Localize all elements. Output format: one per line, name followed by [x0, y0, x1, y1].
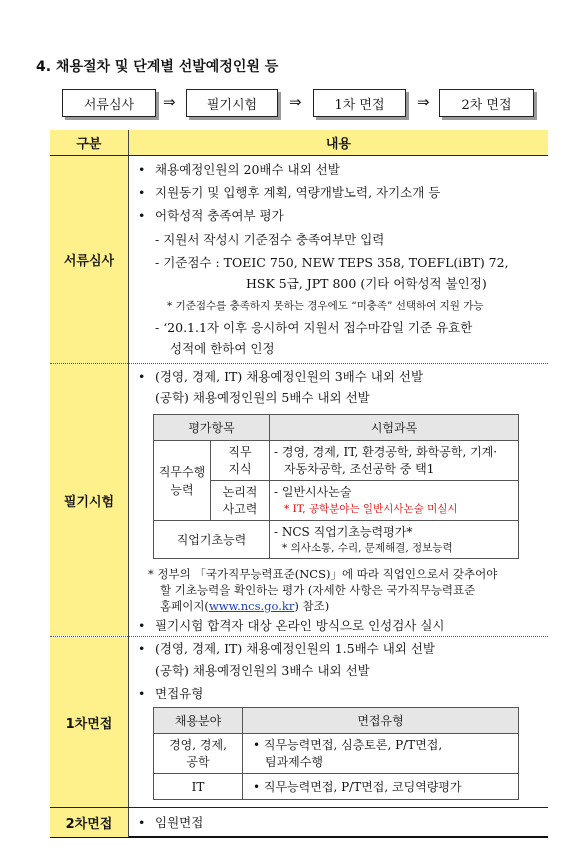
cell-note: * IT, 공학분야는 일반시사논술 미실시	[284, 502, 458, 515]
table-cell	[211, 481, 270, 521]
interview-item: 면접유형	[155, 686, 204, 701]
table-row-group	[154, 441, 211, 521]
table-cell	[243, 734, 519, 774]
cell-note: * 의사소통, 수리, 문제해결, 정보능력	[282, 541, 453, 554]
cell-text: 자동차공학, 조선공학 중 택1	[284, 461, 435, 476]
divider	[50, 807, 548, 808]
table-cell	[211, 441, 270, 481]
arrow-icon: ⇒	[289, 93, 302, 111]
interview-type-table	[153, 707, 519, 800]
written-item: (경영, 경제, IT) 채용예정인원의 3배수 내외 선발	[155, 369, 424, 384]
table-header-cell: 평가항목	[154, 415, 270, 441]
table-cell	[270, 441, 519, 481]
table-cell: IT	[154, 774, 243, 800]
arrow-icon: ⇒	[163, 93, 176, 111]
ncs-link[interactable]: www.ncs.go.kr	[208, 599, 295, 613]
table-cell	[270, 481, 519, 521]
doc-item: 지원동기 및 입행후 계획, 역량개발노력, 자기소개 등	[155, 185, 441, 200]
category-first-interview: 1차면접	[50, 637, 128, 807]
table-header-cell: 시험과목	[270, 415, 519, 441]
doc-note: * 기준점수를 충족하지 못하는 경우에도 “미충족” 선택하여 지원 가능	[167, 300, 484, 312]
bullet-icon: •	[138, 686, 146, 701]
step-second-interview: 2차 면접	[439, 89, 534, 117]
step-written-test: 필기시험	[186, 89, 278, 117]
doc-detail: - 지원서 작성시 기준점수 충족여부만 입력	[155, 232, 385, 247]
divider	[50, 363, 548, 364]
written-item: (공학) 채용예정인원의 5배수 내외 선발	[155, 390, 370, 405]
cell-text: • 직무능력면접, 심층토론, P/T면접,	[253, 737, 443, 752]
ncs-note: 할 기초능력을 확인하는 평가 (자세한 사항은 국가직무능력표준	[160, 583, 476, 597]
interview-item: (공학) 채용예정인원의 3배수 내외 선발	[155, 663, 370, 678]
bullet-icon: •	[138, 162, 146, 177]
row-label: 경영, 경제, 공학	[169, 737, 227, 769]
table-header-cell: 채용분야	[154, 708, 243, 734]
cell-text: - 일반시사논술	[274, 484, 352, 499]
cell-text: - NCS 직업기초능력평가*	[274, 524, 413, 539]
section-title: 4. 채용절차 및 단계별 선발예정인원 등	[36, 59, 279, 75]
row-label: 직무지식	[228, 444, 252, 476]
doc-detail: - 기준점수 : TOEIC 750, NEW TEPS 358, TOEFL(iBT) 72,	[155, 255, 509, 270]
ncs-note	[160, 598, 329, 614]
written-item: 필기시험 합격자 대상 온라인 방식으로 인성검사 실시	[155, 618, 445, 633]
doc-detail: 성적에 한하여 인정	[170, 341, 275, 356]
table-cell	[270, 521, 519, 559]
ncs-note-text: 홈페이지(	[160, 599, 209, 613]
interview-item: 임원면접	[155, 815, 204, 830]
cell-text: - 경영, 경제, IT, 환경공학, 화학공학, 기계·	[274, 444, 498, 459]
table-cell: • 직무능력면접, P/T면접, 코딩역량평가	[243, 774, 519, 800]
category-written-test: 필기시험	[50, 364, 128, 636]
doc-item: 채용예정인원의 20배수 내외 선발	[155, 162, 340, 177]
bullet-icon: •	[138, 208, 146, 223]
bullet-icon: •	[138, 369, 146, 384]
bullet-icon: •	[138, 641, 146, 656]
step-document-review: 서류심사	[62, 89, 156, 117]
bullet-icon: •	[138, 185, 146, 200]
arrow-icon: ⇒	[417, 93, 430, 111]
ncs-note-text: ) 참조)	[294, 599, 330, 613]
interview-item: (경영, 경제, IT) 채용예정인원의 1.5배수 내외 선발	[155, 641, 435, 656]
doc-detail: HSK 5급, JPT 800 (기타 어학성적 불인정)	[246, 276, 487, 291]
doc-detail: - ‘20.1.1자 이후 응시하여 지원서 접수마감일 기준 유효한	[155, 320, 473, 335]
written-subject-table	[153, 414, 519, 559]
category-document-review: 서류심사	[50, 156, 128, 363]
header-category: 구분	[50, 130, 128, 155]
header-content: 내용	[128, 130, 548, 155]
bullet-icon: •	[138, 618, 146, 633]
bullet-icon: •	[138, 815, 146, 830]
row-label: 논리적사고력	[222, 484, 258, 516]
table-header	[50, 130, 548, 155]
row-group-label: 직무수행능력	[158, 464, 206, 497]
cell-text: 팀과제수행	[265, 754, 323, 769]
category-second-interview: 2차면접	[50, 808, 128, 837]
divider	[50, 636, 548, 637]
divider	[128, 156, 129, 837]
step-first-interview: 1차 면접	[313, 89, 406, 117]
table-cell	[154, 734, 243, 774]
doc-item: 어학성적 충족여부 평가	[155, 208, 284, 223]
table-cell: 직업기초능력	[154, 521, 270, 559]
ncs-note: * 정부의 「국가직무능력표준(NCS)」에 따라 직업인으로서 갖추어야	[148, 567, 498, 581]
table-header-cell: 면접유형	[243, 708, 519, 734]
